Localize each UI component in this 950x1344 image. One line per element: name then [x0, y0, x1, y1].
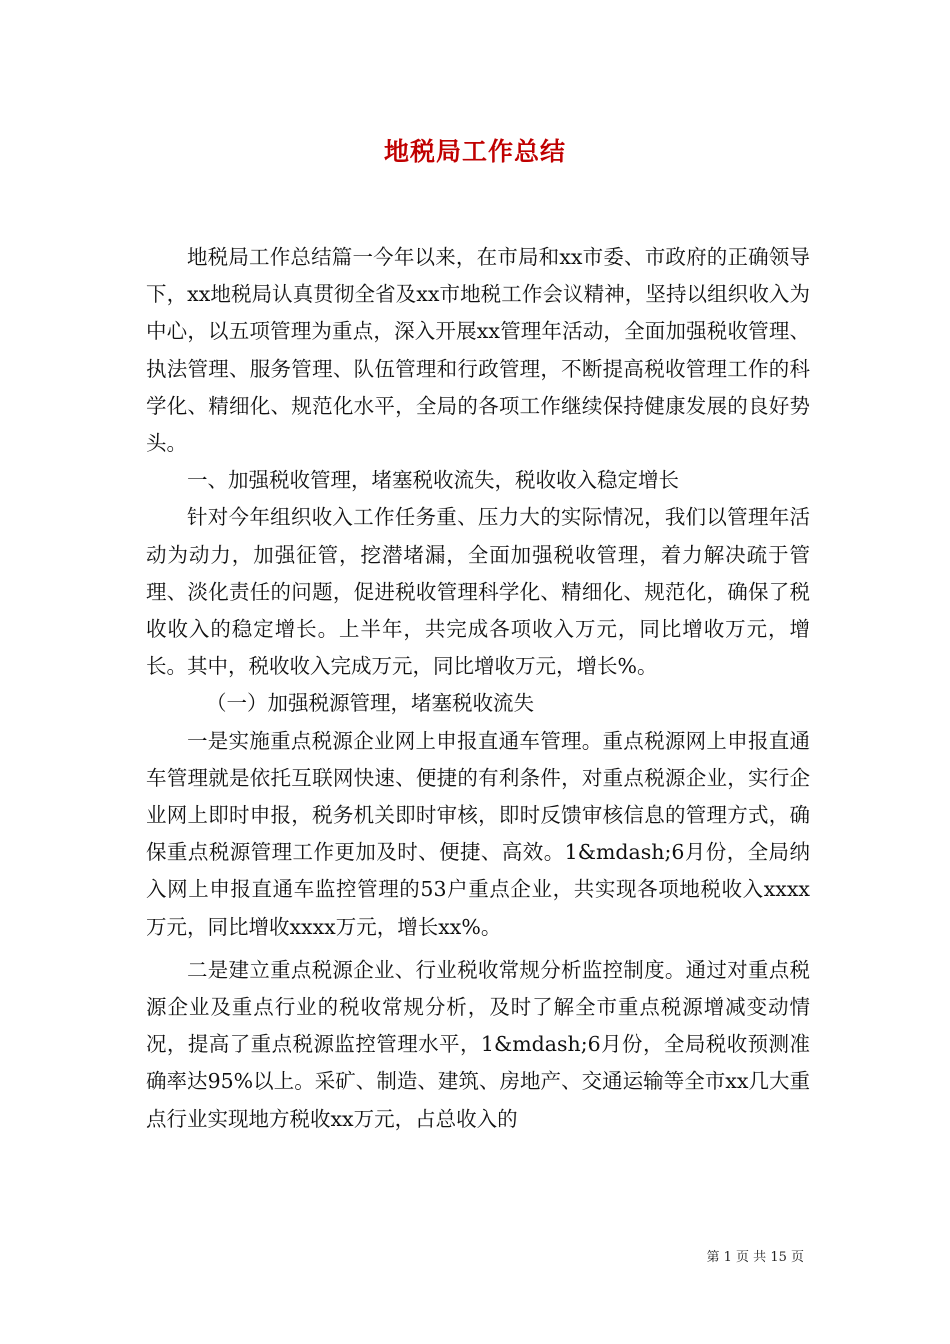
subsection-heading-1: （一）加强税源管理，堵塞税收流失 — [206, 691, 534, 716]
paragraph-measure-1: 一是实施重点税源企业网上申报直通车管理。重点税源网上申报直通车管理就是依托互联网快速、便捷的有利条件，对重点税源企业，实行企业网上即时申报，税务机关即时审核，即时反馈审核信息的管理方式，确保重点税源管理工作更加及时、便捷、高效。1&mdash;6月份，全局纳入网上申报直通车监控管理的53户重点企业，共实现各项地税收入xxxx万元，同比增收xxxx万元，增长xx%。 — [146, 728, 810, 939]
document-title: 地税局工作总结 — [383, 137, 566, 166]
document-body — [146, 239, 810, 1138]
page-footer: 第 1 页 共 15 页 — [706, 1250, 804, 1265]
paragraph-intro: 地税局工作总结篇一今年以来，在市局和xx市委、市政府的正确领导下，xx地税局认真贯彻全省及xx市地税工作会议精神，坚持以组织收入为中心，以五项管理为重点，深入开展xx管理年活动，全面加强税收管理、执法管理、服务管理、队伍管理和行政管理，不断提高税收管理工作的科学化、精细化、规范化水平，全局的各项工作继续保持健康发展的良好势头。 — [146, 245, 810, 456]
paragraph-measure-2: 二是建立重点税源企业、行业税收常规分析监控制度。通过对重点税源企业及重点行业的税收常规分析，及时了解全市重点税源增减变动情况，提高了重点税源监控管理水平，1&mdash;6月份，全局税收预测准确率达95%以上。采矿、制造、建筑、房地产、交通运输等全市xx几大重点行业实现地方税收xx万元，占总收入的 — [146, 957, 810, 1131]
section-heading-1: 一、加强税收管理，堵塞税收流失，税收收入稳定增长 — [187, 468, 679, 493]
paragraph-revenue: 针对今年组织收入工作任务重、压力大的实际情况，我们以管理年活动为动力，加强征管，挖潜堵漏，全面加强税收管理，着力解决疏于管理、淡化责任的问题，促进税收管理科学化、精细化、规范化，确保了税收收入的稳定增长。上半年，共完成各项收入万元，同比增收万元，增长。其中，税收收入完成万元，同比增收万元，增长%。 — [146, 505, 810, 679]
